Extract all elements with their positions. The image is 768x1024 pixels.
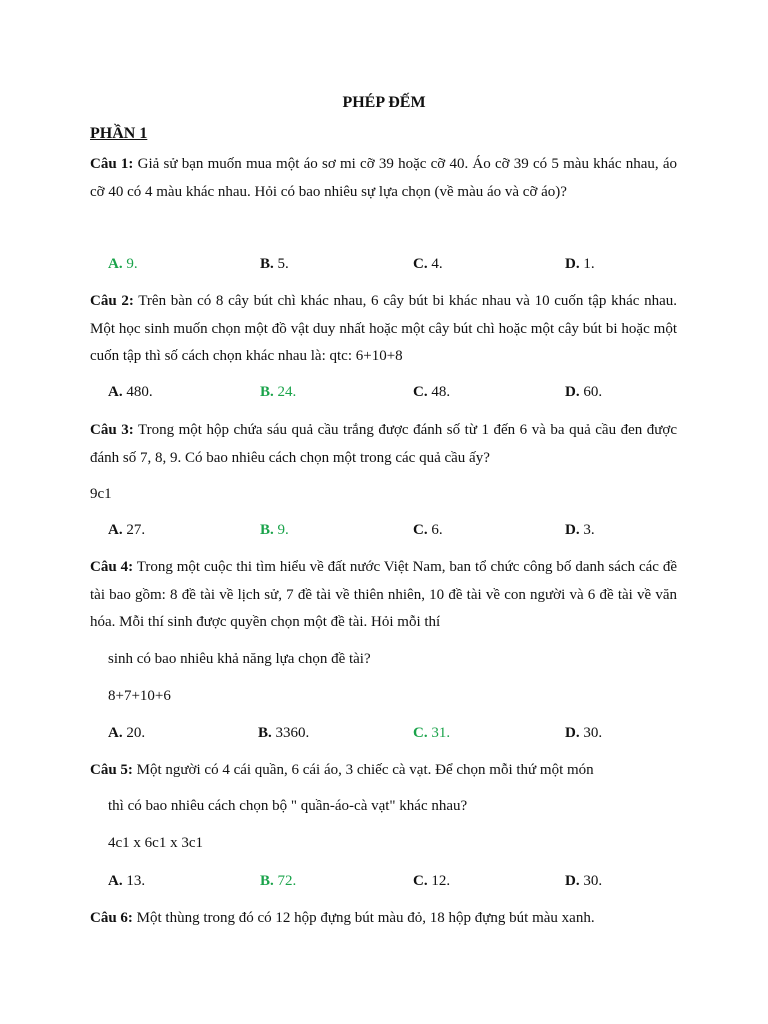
option-value: 3360.	[275, 725, 310, 741]
option-value: 30.	[583, 725, 603, 741]
option-a	[108, 522, 145, 539]
option-c	[413, 873, 450, 890]
question-note: 9c1	[90, 486, 112, 502]
question-continuation: thì có bao nhiêu cách chọn bộ " quần-áo-cà vạt" khác nhau?	[108, 798, 468, 814]
page-title: PHÉP ĐẾM	[342, 94, 426, 111]
option-label: C.	[413, 384, 428, 400]
option-label: A.	[108, 256, 123, 272]
option-value: 12.	[431, 873, 451, 889]
option-d	[565, 725, 602, 742]
question-note: 8+7+10+6	[108, 688, 171, 704]
option-value: 1.	[583, 256, 595, 272]
question-2	[90, 288, 677, 371]
option-label: B.	[258, 725, 272, 741]
option-label: B.	[260, 384, 274, 400]
option-c	[413, 522, 443, 539]
question-continuation: sinh có bao nhiêu khả năng lựa chọn đề tài?	[108, 651, 371, 667]
option-value: 24.	[277, 384, 297, 400]
option-d	[565, 384, 602, 401]
question-text: Trong một hộp chứa sáu quả cầu trắng được đánh số từ 1 đến 6 và ba quả cầu đen được đánh số 7, 8, 9. Có bao nhiêu cách chọn một trong các quả cầu ấy?	[90, 422, 678, 466]
option-label: D.	[565, 725, 580, 741]
option-label: D.	[565, 873, 580, 889]
option-a	[108, 384, 153, 401]
question-label: Câu 6:	[90, 910, 133, 926]
option-b	[260, 873, 296, 890]
option-label: A.	[108, 522, 123, 538]
question-label: Câu 5:	[90, 762, 133, 778]
question-label: Câu 3:	[90, 422, 134, 438]
option-a	[108, 873, 145, 890]
question-4	[90, 554, 677, 637]
question-5	[90, 757, 677, 785]
option-value: 31.	[431, 725, 451, 741]
option-label: A.	[108, 384, 123, 400]
option-label: C.	[413, 256, 428, 272]
option-c	[413, 725, 450, 742]
option-label: C.	[413, 522, 428, 538]
option-b	[260, 256, 289, 273]
option-value: 6.	[431, 522, 443, 538]
option-c	[413, 256, 443, 273]
option-label: B.	[260, 256, 274, 272]
option-c	[413, 384, 450, 401]
option-value: 480.	[126, 384, 153, 400]
option-label: D.	[565, 256, 580, 272]
option-label: C.	[413, 725, 428, 741]
option-label: C.	[413, 873, 428, 889]
option-value: 48.	[431, 384, 451, 400]
option-d	[565, 256, 595, 273]
option-b	[258, 725, 309, 742]
option-b	[260, 384, 296, 401]
option-value: 60.	[583, 384, 603, 400]
option-label: A.	[108, 873, 123, 889]
question-3	[90, 417, 677, 472]
option-value: 9.	[277, 522, 289, 538]
option-value: 72.	[277, 873, 297, 889]
question-text: Một người có 4 cái quần, 6 cái áo, 3 chiếc cà vạt. Để chọn mỗi thứ một món	[136, 762, 594, 778]
option-value: 4.	[431, 256, 443, 272]
option-value: 3.	[583, 522, 595, 538]
option-value: 30.	[583, 873, 603, 889]
option-label: B.	[260, 873, 274, 889]
option-label: A.	[108, 725, 123, 741]
option-value: 27.	[126, 522, 146, 538]
question-1	[90, 151, 677, 206]
option-value: 5.	[277, 256, 289, 272]
option-d	[565, 873, 602, 890]
section-heading: PHẦN 1	[90, 125, 148, 142]
option-value: 9.	[126, 256, 138, 272]
option-d	[565, 522, 595, 539]
question-text: Một thùng trong đó có 12 hộp đựng bút màu đỏ, 18 hộp đựng bút màu xanh.	[136, 910, 595, 926]
option-b	[260, 522, 289, 539]
option-label: B.	[260, 522, 274, 538]
question-text: Giả sử bạn muốn mua một áo sơ mi cỡ 39 hoặc cỡ 40. Áo cỡ 39 có 5 màu khác nhau, áo cỡ 40 có 4 màu khác nhau. Hỏi có bao nhiêu sự lựa chọn (về màu áo và cỡ áo)?	[90, 156, 678, 200]
question-text: Trên bàn có 8 cây bút chì khác nhau, 6 cây bút bi khác nhau và 10 cuốn tập khác nhau. Một học sinh muốn chọn một đồ vật duy nhất hoặc một cây bút chì hoặc một cây bút bi hoặc một cuốn tập thì số cách chọn khác nhau là: qtc: 6+10+8	[90, 293, 678, 364]
question-6	[90, 905, 677, 933]
option-a	[108, 256, 138, 273]
option-a	[108, 725, 145, 742]
option-label: D.	[565, 522, 580, 538]
option-label: D.	[565, 384, 580, 400]
question-text: Trong một cuộc thi tìm hiểu về đất nước Việt Nam, ban tổ chức công bố danh sách các đề tài bao gồm: 8 đề tài về lịch sử, 7 đề tài về thiên nhiên, 10 đề tài về con người và 6 đề tài về văn hóa. Mỗi thí sinh được quyền chọn một đề tài. Hỏi mỗi thí	[90, 559, 677, 630]
question-note: 4c1 x 6c1 x 3c1	[108, 835, 203, 851]
question-label: Câu 4:	[90, 559, 134, 575]
question-label: Câu 1:	[90, 156, 134, 172]
option-value: 13.	[126, 873, 146, 889]
option-value: 20.	[126, 725, 146, 741]
question-label: Câu 2:	[90, 293, 134, 309]
